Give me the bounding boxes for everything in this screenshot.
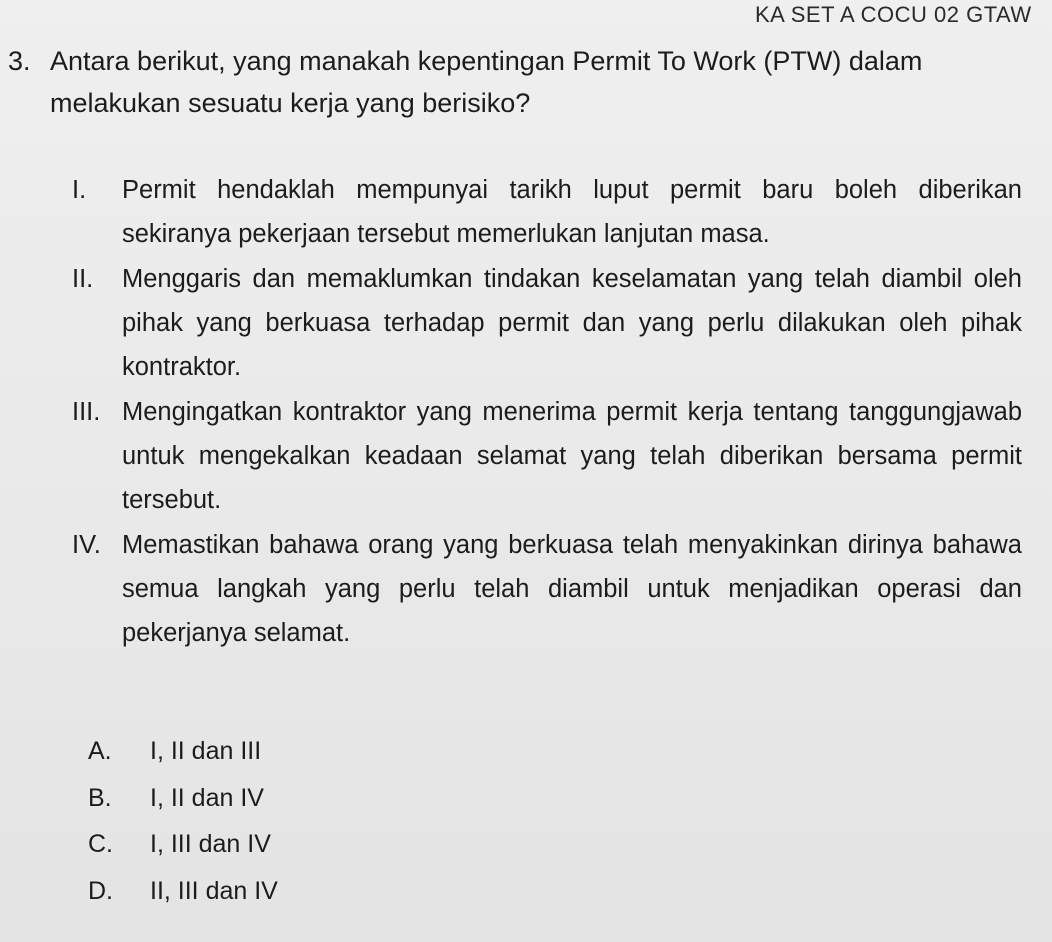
statement-item [72, 257, 1022, 389]
statement-number: IV. [72, 531, 101, 559]
option-a[interactable] [88, 728, 278, 775]
option-letter: B. [88, 783, 112, 812]
answer-options [88, 728, 278, 914]
option-text: I, II dan III [150, 737, 262, 765]
statement-item [72, 523, 1022, 655]
option-b[interactable] [88, 775, 278, 822]
question-text: Antara berikut, yang manakah kepentingan Permit To Work (PTW) dalam melakukan sesuatu kerja yang berisiko? [50, 46, 923, 118]
statement-text: Memastikan bahawa orang yang berkuasa telah menyakinkan dirinya bahawa semua langkah yang perlu telah diambil untuk menjadikan operasi dan pekerjanya selamat. [122, 531, 1022, 647]
statement-item [72, 168, 1022, 256]
statement-text: Mengingatkan kontraktor yang menerima permit kerja tentang tanggungjawab untuk mengekalkan keadaan selamat yang telah diberikan bersama permit tersebut. [122, 398, 1022, 514]
question-block [8, 40, 1018, 124]
statement-number: III. [72, 398, 101, 426]
option-letter: C. [88, 830, 113, 858]
option-text: I, III dan IV [150, 830, 271, 858]
option-text: II, III dan IV [150, 876, 278, 905]
paper-code: KA SET A COCU 02 GTAW [755, 2, 1032, 27]
statement-item [72, 390, 1022, 522]
statement-list [72, 168, 1022, 656]
option-letter: A. [88, 737, 112, 765]
option-c[interactable] [88, 821, 278, 868]
option-letter: D. [88, 876, 113, 905]
option-text: I, II dan IV [150, 783, 264, 812]
statement-text: Menggaris dan memaklumkan tindakan keselamatan yang telah diambil oleh pihak yang berkuasa terhadap permit dan yang perlu dilakukan oleh pihak kontraktor. [122, 265, 1022, 381]
statement-number: II. [72, 265, 94, 293]
question-number: 3. [8, 46, 31, 76]
statement-number: I. [72, 176, 87, 204]
statement-text: Permit hendaklah mempunyai tarikh luput permit baru boleh diberikan sekiranya pekerjaan tersebut memerlukan lanjutan masa. [122, 176, 1022, 248]
option-d[interactable] [88, 868, 278, 915]
